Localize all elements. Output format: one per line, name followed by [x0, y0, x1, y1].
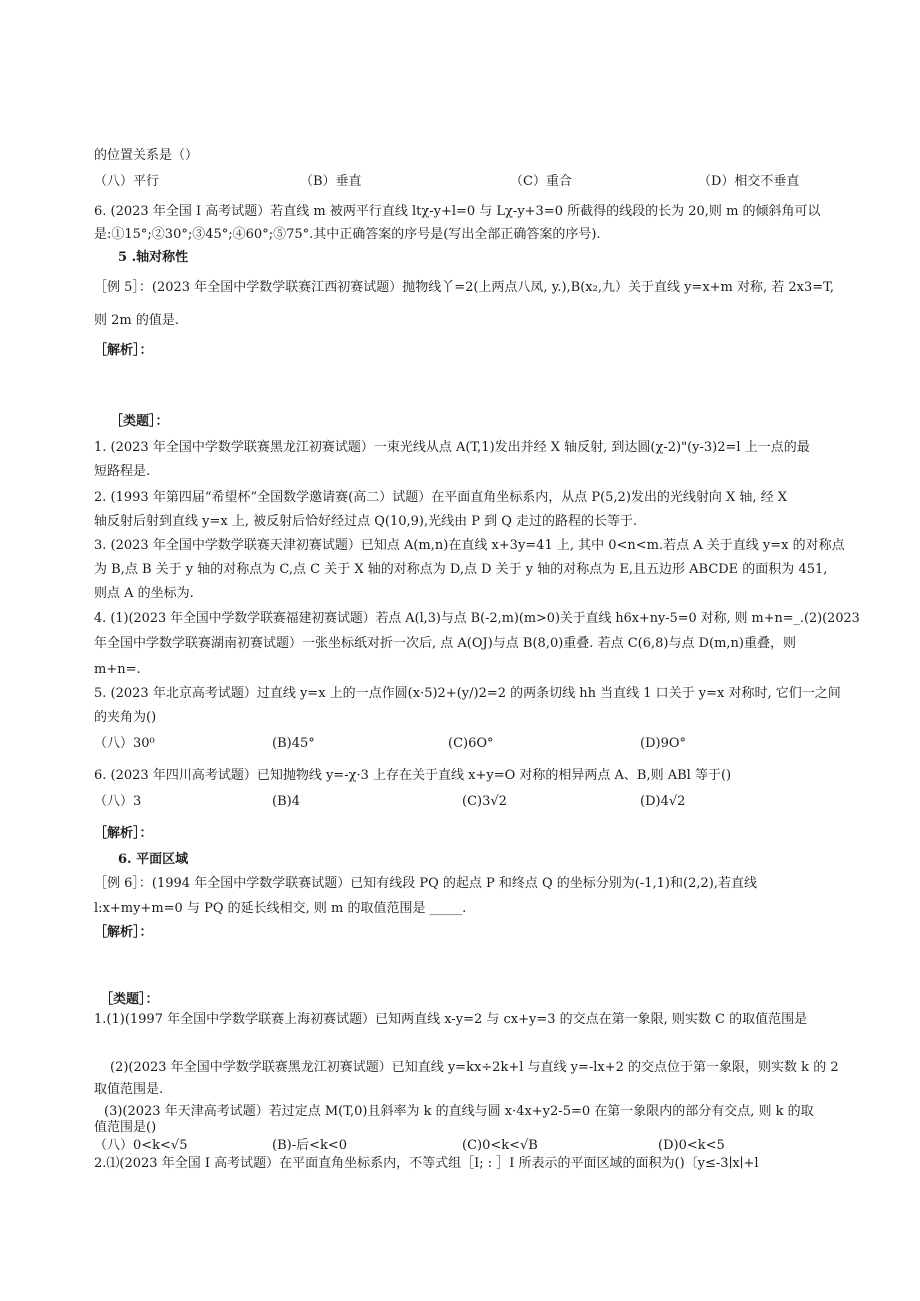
example-6-line-1: ［例 6］：(1994 年全国中学数学联赛试题）已知有线段 PQ 的起点 P 和终点 Q 的坐标分别为(-1,1)和(2,2),若直线: [94, 876, 757, 891]
q6b-option-a: （八）3: [94, 794, 142, 809]
problem-line: 轴反射后射到直线 y=x 上, 被反射后恰好经过点 Q(10,9),光线由 P 到 Q 走过的路程的长等于.: [94, 514, 638, 529]
intro-option-b: （B）垂直: [300, 174, 362, 189]
problem-line: (3)(2023 年天津高考试题）若过定点 M(T,0)且斜率为 k 的直线与圆 x·4x+y2-5=0 在第一象限内的部分有交点, 则 k 的取: [104, 1104, 814, 1119]
jiexi-label-1: ［解析］：: [94, 343, 153, 358]
example-6-line-2: l:x+my+m=0 与 PQ 的延长线相交, 则 m 的取值范围是 _____.: [94, 901, 467, 916]
problem-line: 5. (2023 年北京高考试题）过直线 y=x 上的一点作圆(x·5)2+(y/)2=2 的两条切线 hh 当直线 1 口关于 y=x 对称时, 它们一之间: [94, 686, 841, 701]
q6b-line: 6. (2023 年四川高考试题）已知抛物线 y=-χ·3 上存在关于直线 x+y=O 对称的相异两点 A、B,则 ABl 等于(): [94, 768, 732, 783]
problem-line: 为 B,点 B 关于 y 轴的对称点为 C,点 C 关于 X 轴的对称点为 D,点 D 关于 y 轴的对称点为 E,且五边形 ABCDE 的面积为 451,: [94, 562, 828, 577]
leiti-label-2: ［类题］：: [100, 992, 159, 1007]
problem-line: 2. (1993 年第四届“希望杯”全国数学邀请赛(高二）试题）在平面直角坐标系内，从点 P(5,2)发出的光线射向 X 轴, 经 X: [94, 490, 788, 505]
q5-option-d: (D)9O°: [640, 736, 686, 751]
q5-option-a: （八）30⁰: [94, 736, 155, 751]
q5-option-b: (B)45°: [272, 736, 315, 751]
jiexi-label-2: ［解析］：: [94, 826, 153, 841]
problem-line: 值范围是(): [94, 1120, 157, 1135]
problem-line: 短路程是.: [94, 464, 151, 479]
problem-line: (2)(2023 年全国中学数学联赛黑龙江初赛试题）已知直线 y=kx÷2k+l 与直线 y=-lx+2 的交点位于第一象限，则实数 k 的 2: [110, 1060, 839, 1075]
intro-option-d: （D）相交不垂直: [698, 174, 800, 189]
intro-line: 的位置关系是（）: [94, 148, 199, 163]
q6b-option-b: (B)4: [272, 794, 300, 809]
leiti-label-1: ［类题］：: [110, 414, 169, 429]
problem-line: m+n=.: [94, 662, 141, 677]
p1-3-option-c: (C)0<k<√B: [462, 1138, 538, 1153]
q6b-option-c: (C)3√2: [462, 794, 507, 809]
jiexi-label-3: ［解析］：: [94, 925, 153, 940]
problem-line: 1. (2023 年全国中学数学联赛黑龙江初赛试题）一束光线从点 A(T,1)发出并经 X 轴反射, 到达圆(χ-2)"(y-3)2=l 上一点的最: [94, 440, 810, 455]
problem-line: 1.(1)(1997 年全国中学数学联赛上海初赛试题）已知两直线 x-y=2 与 cx+y=3 的交点在第一象限, 则实数 C 的取值范围是: [94, 1012, 808, 1027]
problem-line: 3. (2023 年全国中学数学联赛天津初赛试题）已知点 A(m,n)在直线 x+3y=41 上, 其中 0<n<m.若点 A 关于直线 y=x 的对称点: [94, 538, 845, 553]
p1-3-option-b: (B)-后<k<0: [272, 1138, 348, 1153]
problem-line: 的夹角为(): [94, 710, 157, 725]
intro-option-c: （C）重合: [510, 174, 572, 189]
q6b-option-d: (D)4√2: [640, 794, 686, 809]
p1-3-option-d: (D)0<k<5: [658, 1138, 725, 1153]
problem-line: 年全国中学数学联赛湖南初赛试题）一张坐标纸对折一次后, 点 A(OJ)与点 B(8,0)重叠. 若点 C(6,8)与点 D(m,n)重叠，则: [94, 636, 796, 651]
section-6-heading: 6. 平面区域: [118, 852, 189, 867]
q6-line-2: 是:①15°;②30°;③45°;④60°;⑤75°.其中正确答案的序号是(写出全部正确答案的序号).: [94, 227, 601, 242]
q6-line-1: 6. (2023 年全国 I 高考试题）若直线 m 被两平行直线 ltχ-y+l=0 与 Lχ-y+3=0 所截得的线段的长为 20,则 m 的倾斜角可以: [94, 204, 821, 219]
example-5-line-1: ［例 5］：(2023 年全国中学数学联赛江西初赛试题）抛物线丫=2(上两点八凤, y.),B(x₂,九）关于直线 y=x+m 对称, 若 2x3=T,: [94, 280, 835, 295]
problem-line: 则点 A 的坐标为.: [94, 586, 194, 601]
intro-option-a: （八）平行: [94, 174, 160, 189]
problem-line: 4. (1)(2023 年全国中学数学联赛福建初赛试题）若点 A(l,3)与点 B(-2,m)(m>0)关于直线 h6x+ny-5=0 对称, 则 m+n=_.(2)(2023: [94, 611, 860, 626]
p1-3-option-a: （八）0<k<√5: [94, 1138, 188, 1153]
example-5-line-2: 则 2m 的值是.: [94, 313, 179, 328]
problem-line: 2.⑴(2023 年全国 I 高考试题）在平面直角坐标系内，不等式组［I; : ］I 所表示的平面区域的面积为()〔y≤-3∣x∣+l: [94, 1156, 759, 1171]
section-5-heading: 5 .轴对称性: [118, 250, 189, 265]
problem-line: 取值范围是.: [94, 1082, 164, 1097]
q5-option-c: (C)6O°: [448, 736, 494, 751]
